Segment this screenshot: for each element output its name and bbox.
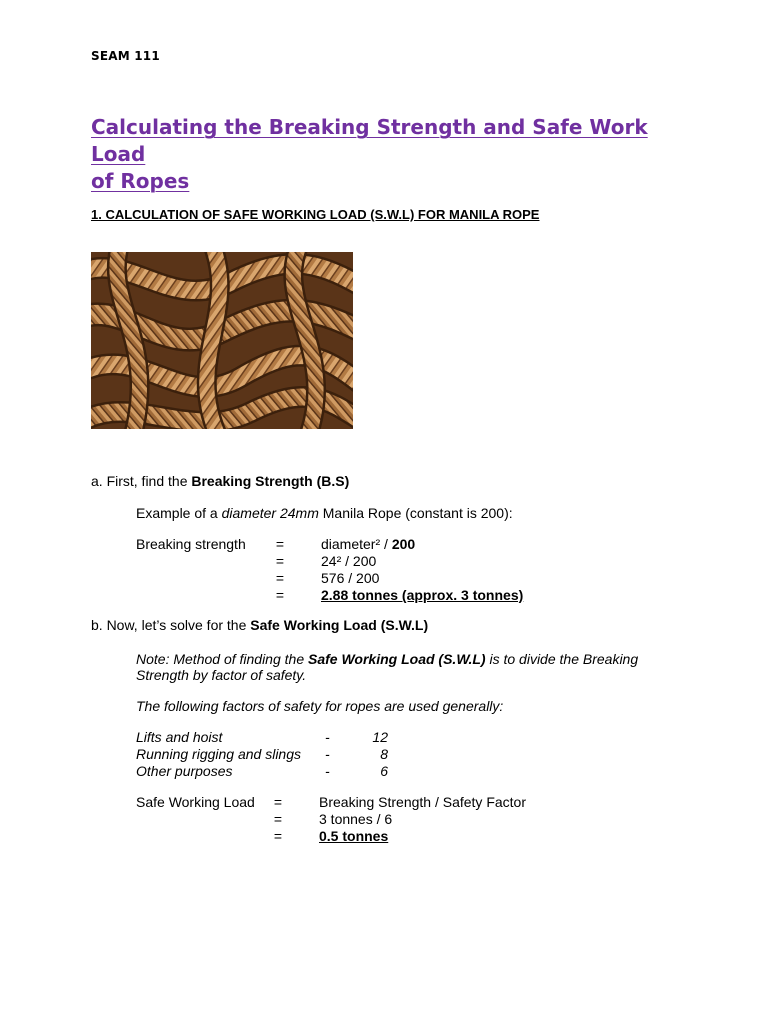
factor-dash-rigging-text: - bbox=[325, 746, 330, 762]
example-suffix: Manila Rope (constant is 200): bbox=[318, 505, 513, 521]
bs-line-1-prefix: diameter² / bbox=[321, 536, 392, 552]
rope-photo bbox=[91, 252, 353, 429]
swl-result bbox=[319, 828, 388, 845]
step-b-prefix: b. Now, let’s solve for the bbox=[91, 617, 251, 633]
factor-value-other bbox=[352, 763, 388, 780]
note-prefix: Note: Method of finding the bbox=[136, 651, 308, 667]
note-bold: Safe Working Load (S.W.L) bbox=[308, 651, 486, 667]
factor-dash-other-text: - bbox=[325, 763, 330, 779]
example-italic: diameter 24mm bbox=[221, 505, 319, 521]
bs-result bbox=[321, 587, 523, 604]
factor-label-rigging bbox=[136, 746, 301, 763]
title-line-1: Calculating the Breaking Strength and Safe Work Load bbox=[91, 115, 648, 166]
swl-result-text: 0.5 tonnes bbox=[319, 828, 389, 844]
bs-result-text: 2.88 tonnes (approx. 3 tonnes) bbox=[321, 587, 524, 603]
factors-intro-text: The following factors of safety for ropes are used generally: bbox=[136, 698, 504, 714]
note-suffix: is to divide the Breaking bbox=[485, 651, 639, 667]
bs-eq-4: = bbox=[275, 587, 285, 603]
step-b-bold: Safe Working Load (S.W.L) bbox=[250, 617, 429, 633]
swl-label: Safe Working Load bbox=[136, 794, 255, 810]
factor-value-rigging bbox=[352, 746, 388, 763]
bs-eq-2: = bbox=[275, 553, 285, 569]
note-line-1 bbox=[136, 651, 638, 668]
swl-eq-1: = bbox=[273, 794, 283, 810]
factor-value-rigging-text: 8 bbox=[380, 746, 388, 762]
swl-eq-2: = bbox=[273, 811, 283, 827]
step-a-prefix: a. First, find the bbox=[91, 473, 192, 489]
example-prefix: Example of a bbox=[136, 505, 222, 521]
bs-label: Breaking strength bbox=[136, 536, 246, 552]
bs-eq-3: = bbox=[275, 570, 285, 586]
bs-line-1-bold: 200 bbox=[391, 536, 416, 552]
factor-label-lifts bbox=[136, 729, 222, 746]
section-heading: 1. CALCULATION OF SAFE WORKING LOAD (S.W.L) FOR MANILA ROPE bbox=[91, 207, 540, 222]
bs-eq-1: = bbox=[275, 536, 285, 552]
swl-eq-3: = bbox=[273, 828, 283, 844]
title-line-2: of Ropes bbox=[91, 169, 190, 193]
factor-label-other bbox=[136, 763, 233, 780]
step-a-bold: Breaking Strength (B.S) bbox=[191, 473, 350, 489]
factor-label-other-text: Other purposes bbox=[136, 763, 233, 779]
bs-line-1 bbox=[321, 536, 415, 553]
note-line-2 bbox=[136, 667, 306, 684]
page-title bbox=[91, 114, 691, 195]
example-line bbox=[136, 505, 513, 522]
factor-dash-lifts-text: - bbox=[325, 729, 330, 745]
swl-line-1: Breaking Strength / Safety Factor bbox=[319, 794, 526, 810]
swl-line-2: 3 tonnes / 6 bbox=[319, 811, 393, 827]
factor-label-lifts-text: Lifts and hoist bbox=[136, 729, 223, 745]
factor-dash-other bbox=[325, 763, 330, 780]
bs-line-3: 576 / 200 bbox=[321, 570, 380, 586]
factor-label-rigging-text: Running rigging and slings bbox=[136, 746, 301, 762]
factor-dash-lifts bbox=[325, 729, 330, 746]
rope-image-icon bbox=[91, 252, 353, 429]
factor-value-lifts bbox=[352, 729, 388, 746]
factor-value-other-text: 6 bbox=[380, 763, 388, 779]
factor-value-lifts-text: 12 bbox=[372, 729, 388, 745]
course-code: SEAM 111 bbox=[91, 49, 160, 63]
factors-intro bbox=[136, 698, 503, 715]
step-b bbox=[91, 617, 428, 634]
step-a bbox=[91, 473, 349, 490]
factor-dash-rigging bbox=[325, 746, 330, 763]
bs-line-2: 24² / 200 bbox=[321, 553, 377, 569]
note-line-2-text: Strength by factor of safety. bbox=[136, 667, 307, 683]
